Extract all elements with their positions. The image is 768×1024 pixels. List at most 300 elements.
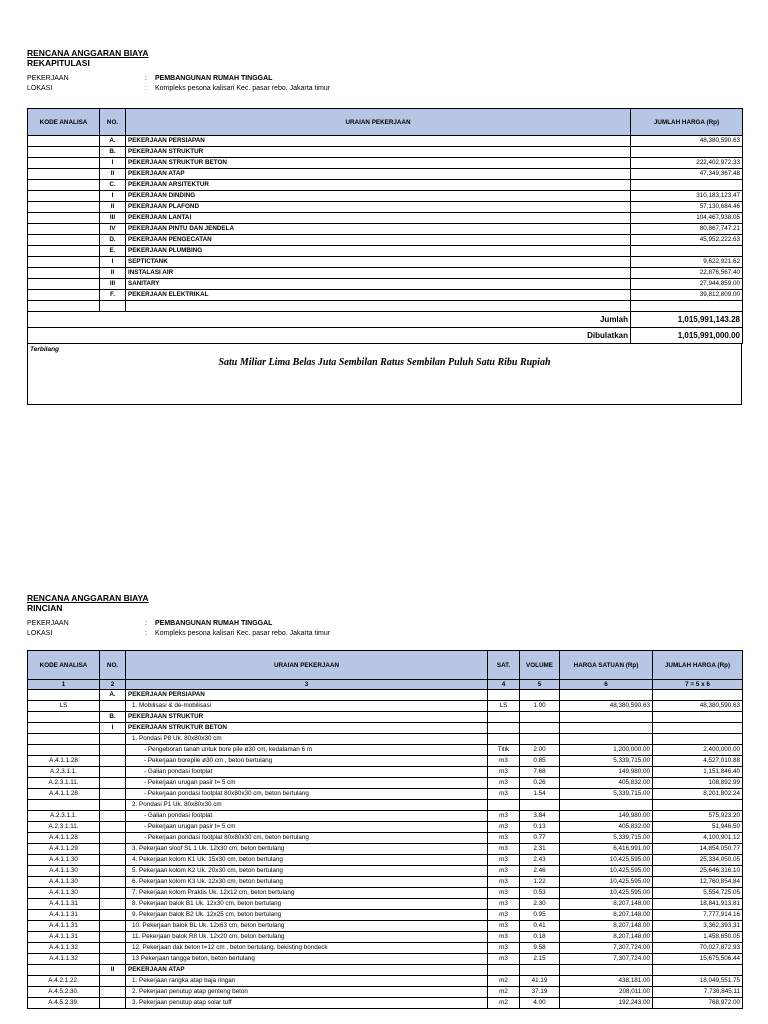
- harga-cell: 5,339,715.00: [560, 833, 653, 844]
- kode-cell: A.4.1.1.29: [28, 844, 100, 855]
- amount-cell: 48,380,590.63: [631, 136, 743, 147]
- kode-cell: [28, 191, 100, 202]
- kode-cell: A.4.1.1.31: [28, 899, 100, 910]
- desc-cell: PEKERJAAN STRUKTUR BETON: [126, 158, 631, 169]
- kode-cell: [28, 169, 100, 180]
- kode-cell: [28, 224, 100, 235]
- volume-cell: 1.54: [520, 789, 560, 800]
- jumlah-cell: 12,760,854.84: [653, 877, 743, 888]
- no-cell: [100, 767, 126, 778]
- desc-cell: 1. Mobilisasi & de-mobilisasi: [126, 701, 488, 712]
- sat-cell: m3: [488, 921, 520, 932]
- kode-cell: [28, 745, 100, 756]
- volume-cell: 2.43: [520, 855, 560, 866]
- amount-cell: 80,867,747.21: [631, 224, 743, 235]
- amount-cell: 57,130,684.46: [631, 202, 743, 213]
- no-cell: II: [100, 268, 126, 279]
- lokasi-value: Kompleks pesona kalisari Kec. pasar rebo. Jakarta timur: [155, 630, 331, 637]
- amount-cell: 104,467,938.05: [631, 213, 743, 224]
- item-row: [28, 987, 743, 998]
- jumlah-cell: [653, 800, 743, 811]
- no-cell: E.: [100, 246, 126, 257]
- recap-row: [28, 158, 743, 169]
- no-cell: A.: [100, 690, 126, 701]
- sat-cell: m3: [488, 855, 520, 866]
- harga-cell: [560, 690, 653, 701]
- kode-cell: [28, 712, 100, 723]
- jumlah-cell: 25,334,050.05: [653, 855, 743, 866]
- desc-cell: SEPTICTANK: [126, 257, 631, 268]
- harga-cell: 10,425,595.00: [560, 877, 653, 888]
- volume-cell: 7.68: [520, 767, 560, 778]
- volume-cell: 4.00: [520, 998, 560, 1009]
- recap-row: [28, 169, 743, 180]
- recap-spacer-row: [28, 301, 743, 312]
- kode-cell: [28, 690, 100, 701]
- harga-cell: [560, 723, 653, 734]
- sat-cell: [488, 800, 520, 811]
- terbilang-text: Satu Miliar Lima Belas Juta Sembilan Ratus Sembilan Puluh Satu Ribu Rupiah: [218, 357, 551, 368]
- section-row: [28, 712, 743, 723]
- recap-row: [28, 202, 743, 213]
- col-kode: KODE ANALISA: [28, 651, 100, 680]
- volume-cell: 0.95: [520, 910, 560, 921]
- no-cell: [100, 921, 126, 932]
- desc-cell: PEKERJAAN PENGECATAN: [126, 235, 631, 246]
- harga-cell: 5,339,715.00: [560, 789, 653, 800]
- no-cell: [100, 855, 126, 866]
- amount-cell: 9,622,921.62: [631, 257, 743, 268]
- jumlah-cell: [653, 712, 743, 723]
- kode-cell: [28, 965, 100, 976]
- item-row: [28, 910, 743, 921]
- amount-cell: 22,876,567.40: [631, 268, 743, 279]
- detail-lokasi-line: LOKASI : Kompleks pesona kalisari Kec. pasar rebo. Jakarta timur: [27, 630, 331, 637]
- col-no: NO.: [100, 109, 126, 136]
- no-cell: [100, 976, 126, 987]
- jumlah-cell: 25,646,316.10: [653, 866, 743, 877]
- desc-cell: PEKERJAAN STRUKTUR: [126, 147, 631, 158]
- desc-cell: PEKERJAAN LANTAI: [126, 213, 631, 224]
- detail-header: [27, 593, 742, 639]
- jumlah-cell: 3,362,393.31: [653, 921, 743, 932]
- item-row: [28, 976, 743, 987]
- kode-cell: [28, 180, 100, 191]
- desc-cell: 8. Pekerjaan balok B1 Uk. 12x30 cm, beton bertulang: [126, 899, 488, 910]
- recap-row: [28, 147, 743, 158]
- sat-cell: m3: [488, 811, 520, 822]
- no-cell: [100, 789, 126, 800]
- no-cell: I: [100, 158, 126, 169]
- sat-cell: [488, 712, 520, 723]
- no-cell: III: [100, 213, 126, 224]
- harga-cell: 10,425,595.00: [560, 888, 653, 899]
- amount-cell: 47,349,367.48: [631, 169, 743, 180]
- jumlah-cell: 7,777,914.16: [653, 910, 743, 921]
- desc-cell: - Pekerjaan pondasi footplat 80x80x30 cm, beton bertulang: [126, 833, 488, 844]
- no-cell: II: [100, 965, 126, 976]
- detail-table-wrap: [27, 650, 742, 1009]
- kode-cell: [28, 246, 100, 257]
- volume-cell: 37.19: [520, 987, 560, 998]
- desc-cell: PEKERJAAN DINDING: [126, 191, 631, 202]
- recap-row: [28, 213, 743, 224]
- jumlah-value: 1,015,991,143.28: [631, 312, 743, 328]
- sat-cell: [488, 690, 520, 701]
- kode-cell: [28, 202, 100, 213]
- recap-row: [28, 268, 743, 279]
- kode-cell: A.4.5.2.30.: [28, 987, 100, 998]
- jumlah-cell: 1,151,846.40: [653, 767, 743, 778]
- desc-cell: 1. Pekerjaan rangka atap baja ringan: [126, 976, 488, 987]
- desc-cell: 7. Pekerjaan kolom Praktis Uk. 12x12 cm, beton bertulang: [126, 888, 488, 899]
- harga-cell: 149,980.00: [560, 767, 653, 778]
- kode-cell: LS: [28, 701, 100, 712]
- volume-cell: 0.41: [520, 921, 560, 932]
- jumlah-cell: 2,400,000.00: [653, 745, 743, 756]
- section-row: [28, 965, 743, 976]
- pekerjaan-label: PEKERJAAN: [27, 75, 69, 82]
- item-row: [28, 833, 743, 844]
- volume-cell: 2.30: [520, 899, 560, 910]
- no-cell: [100, 910, 126, 921]
- desc-cell: 2. Pondasi P1 Uk. 80x80x30 cm: [126, 800, 488, 811]
- amount-cell: [631, 246, 743, 257]
- harga-cell: [560, 800, 653, 811]
- detail-title: RENCANA ANGGARAN BIAYA: [27, 593, 149, 603]
- dibulatkan-label: Dibulatkan: [28, 328, 631, 344]
- kode-cell: A.4.1.1.30: [28, 855, 100, 866]
- no-cell: II: [100, 202, 126, 213]
- sat-cell: m3: [488, 844, 520, 855]
- harga-cell: 48,380,590.63: [560, 701, 653, 712]
- desc-cell: - Pekerjaan pondasi footplat 80x80x30 cm, beton bertulang: [126, 789, 488, 800]
- desc-cell: PEKERJAAN ATAP: [126, 169, 631, 180]
- volume-cell: 0.77: [520, 833, 560, 844]
- no-cell: C.: [100, 180, 126, 191]
- volume-cell: 1.00: [520, 701, 560, 712]
- desc-cell: - Pekerjaan borepile ø30 cm , beton bertulang: [126, 756, 488, 767]
- amount-cell: [631, 147, 743, 158]
- jumlah-cell: 18,049,551.75: [653, 976, 743, 987]
- kode-cell: A.4.1.1.30: [28, 888, 100, 899]
- detail-subtitle: RINCIAN: [27, 603, 63, 613]
- desc-cell: 9. Pekerjaan balok B2 Uk. 12x25 cm, beton bertulang: [126, 910, 488, 921]
- col-kode: KODE ANALISA: [28, 109, 100, 136]
- recap-table-wrap: [27, 108, 742, 405]
- jumlah-cell: 8,201,802.24: [653, 789, 743, 800]
- kode-cell: [28, 136, 100, 147]
- desc-cell: PEKERJAAN PERSIAPAN: [126, 690, 488, 701]
- desc-cell: PEKERJAAN ELEKTRIKAL: [126, 290, 631, 301]
- desc-cell: 11. Pekerjaan balok R8 Uk. 12x20 cm, beton bertulang: [126, 932, 488, 943]
- item-row: [28, 811, 743, 822]
- harga-cell: 438,181.00: [560, 976, 653, 987]
- kode-cell: [28, 290, 100, 301]
- desc-cell: SANITARY: [126, 279, 631, 290]
- lokasi-label: LOKASI: [27, 630, 53, 637]
- no-cell: [100, 833, 126, 844]
- harga-cell: [560, 712, 653, 723]
- no-cell: [100, 701, 126, 712]
- kode-cell: A.4.1.1.30: [28, 866, 100, 877]
- dibulatkan-row: [28, 328, 743, 344]
- recap-row: [28, 224, 743, 235]
- volume-cell: 0.26: [520, 778, 560, 789]
- no-cell: [100, 756, 126, 767]
- harga-cell: 149,980.00: [560, 811, 653, 822]
- desc-cell: 2. Pekerjaan penutup atap genteng beton: [126, 987, 488, 998]
- no-cell: I: [100, 257, 126, 268]
- desc-cell: 3. Pekerjaan penutup atap solar tuff: [126, 998, 488, 1009]
- col-jumlah: JUMLAH HARGA (Rp): [631, 109, 743, 136]
- sat-cell: m3: [488, 833, 520, 844]
- detail-table: [27, 650, 743, 1009]
- no-cell: A.: [100, 136, 126, 147]
- amount-cell: 310,183,123.47: [631, 191, 743, 202]
- sat-cell: m3: [488, 778, 520, 789]
- no-cell: [100, 877, 126, 888]
- pekerjaan-value: PEMBANGUNAN RUMAH TINGGAL: [155, 75, 273, 82]
- kode-cell: A.4.5.2.39.: [28, 998, 100, 1009]
- col-no: NO.: [100, 651, 126, 680]
- recap-row: [28, 257, 743, 268]
- sat-cell: m3: [488, 822, 520, 833]
- desc-cell: - Pekerjaan urugan pasir t= 5 cm: [126, 778, 488, 789]
- desc-cell: PEKERJAAN STRUKTUR: [126, 712, 488, 723]
- pekerjaan-label: PEKERJAAN: [27, 620, 69, 627]
- amount-cell: 27,944,859.00: [631, 279, 743, 290]
- recap-header-row: [28, 109, 743, 136]
- no-cell: [100, 943, 126, 954]
- desc-cell: 12. Pekerjaan dak beton t=12 cm , beton bertulang, bekisting bondeck: [126, 943, 488, 954]
- desc-cell: PEKERJAAN PLUMBING: [126, 246, 631, 257]
- no-cell: B.: [100, 147, 126, 158]
- jumlah-cell: 4,100,901.12: [653, 833, 743, 844]
- jumlah-cell: 1,458,650.05: [653, 932, 743, 943]
- harga-cell: 208,011.00: [560, 987, 653, 998]
- no-cell: B.: [100, 712, 126, 723]
- jumlah-label: Jumlah: [28, 312, 631, 328]
- item-row: [28, 844, 743, 855]
- sat-cell: m3: [488, 866, 520, 877]
- item-row: [28, 756, 743, 767]
- no-cell: II: [100, 169, 126, 180]
- harga-cell: 8,207,148.00: [560, 910, 653, 921]
- harga-cell: 405,832.00: [560, 778, 653, 789]
- volume-cell: [520, 723, 560, 734]
- jumlah-cell: 7,736,845.11: [653, 987, 743, 998]
- jumlah-cell: 5,554,725.05: [653, 888, 743, 899]
- sat-cell: m2: [488, 987, 520, 998]
- col-uraian: URAIAN PEKERJAAN: [126, 651, 488, 680]
- recap-header: [27, 48, 742, 94]
- volume-cell: [520, 734, 560, 745]
- sat-cell: m3: [488, 954, 520, 965]
- jumlah-cell: [653, 965, 743, 976]
- sat-cell: [488, 723, 520, 734]
- sat-cell: m2: [488, 998, 520, 1009]
- item-row: [28, 954, 743, 965]
- col-volume: VOLUME: [520, 651, 560, 680]
- kode-cell: [28, 257, 100, 268]
- kode-cell: [28, 723, 100, 734]
- section-row: [28, 690, 743, 701]
- harga-cell: [560, 965, 653, 976]
- recap-table: [27, 108, 743, 344]
- no-cell: D.: [100, 235, 126, 246]
- harga-cell: 192,243.00: [560, 998, 653, 1009]
- detail-pekerjaan-line: PEKERJAAN : PEMBANGUNAN RUMAH TINGGAL: [27, 620, 273, 627]
- recap-row: [28, 290, 743, 301]
- item-row: [28, 921, 743, 932]
- detail-header-row: [28, 651, 743, 680]
- harga-cell: [560, 734, 653, 745]
- item-row: [28, 877, 743, 888]
- volume-cell: 2.15: [520, 954, 560, 965]
- kode-cell: [28, 268, 100, 279]
- item-row: [28, 734, 743, 745]
- item-row: [28, 822, 743, 833]
- kode-cell: A.2.3.1.11.: [28, 778, 100, 789]
- terbilang-label: Terbilang: [30, 346, 60, 353]
- recap-lokasi-line: LOKASI : Kompleks pesona kalisari Kec. pasar rebo. Jakarta timur: [27, 85, 331, 92]
- harga-cell: 10,425,595.00: [560, 866, 653, 877]
- recap-subtitle: REKAPITULASI: [27, 58, 90, 68]
- kode-cell: [28, 279, 100, 290]
- kode-cell: [28, 235, 100, 246]
- sat-cell: m2: [488, 976, 520, 987]
- jumlah-cell: 51,946.50: [653, 822, 743, 833]
- desc-cell: 3. Pekerjaan sloof SL 1 Uk. 12x30 cm, beton bertulang: [126, 844, 488, 855]
- sat-cell: [488, 734, 520, 745]
- section-row: [28, 723, 743, 734]
- sat-cell: Titik: [488, 745, 520, 756]
- volume-cell: 0.13: [520, 822, 560, 833]
- desc-cell: 10. Pekerjaan balok BL Uk. 12x63 cm, beton bertulang: [126, 921, 488, 932]
- dibulatkan-value: 1,015,991,000.00: [631, 328, 743, 344]
- amount-cell: 45,952,222.63: [631, 235, 743, 246]
- item-row: [28, 767, 743, 778]
- item-row: [28, 855, 743, 866]
- no-cell: [100, 932, 126, 943]
- desc-cell: PEKERJAAN PINTU DAN JENDELA: [126, 224, 631, 235]
- no-cell: [100, 822, 126, 833]
- sat-cell: m3: [488, 877, 520, 888]
- volume-cell: [520, 690, 560, 701]
- no-cell: [100, 899, 126, 910]
- amount-cell: 39,812,809.00: [631, 290, 743, 301]
- sat-cell: m3: [488, 943, 520, 954]
- terbilang-box: [27, 344, 742, 405]
- sat-cell: m3: [488, 888, 520, 899]
- no-cell: [100, 811, 126, 822]
- recap-row: [28, 180, 743, 191]
- col-sat: SAT.: [488, 651, 520, 680]
- kode-cell: A.2.3.1.1.: [28, 767, 100, 778]
- jumlah-cell: 575,923.20: [653, 811, 743, 822]
- lokasi-label: LOKASI: [27, 85, 53, 92]
- item-row: [28, 998, 743, 1009]
- volume-cell: [520, 712, 560, 723]
- item-row: [28, 800, 743, 811]
- desc-cell: 6. Pekerjaan kolom K3 Uk. 12x30 cm, beton bertulang: [126, 877, 488, 888]
- kode-cell: A.4.1.1.32: [28, 954, 100, 965]
- desc-cell: - Pengeboran tanah untuk bore pile ø30 cm, kedalaman 6 m: [126, 745, 488, 756]
- no-cell: [100, 778, 126, 789]
- desc-cell: PEKERJAAN ARSITEKTUR: [126, 180, 631, 191]
- jumlah-cell: [653, 723, 743, 734]
- column-number-row: 1 2 3 4 5 6 7 = 5 x 6: [28, 680, 743, 690]
- recap-pekerjaan-line: PEKERJAAN : PEMBANGUNAN RUMAH TINGGAL: [27, 75, 273, 82]
- lokasi-value: Kompleks pesona kalisari Kec. pasar rebo. Jakarta timur: [155, 85, 331, 92]
- item-row: [28, 943, 743, 954]
- harga-cell: 7,307,724.00: [560, 943, 653, 954]
- kode-cell: [28, 213, 100, 224]
- kode-cell: [28, 158, 100, 169]
- desc-cell: 13 Pekerjaan tangga beton, beton bertulang: [126, 954, 488, 965]
- jumlah-cell: [653, 734, 743, 745]
- sat-cell: m3: [488, 899, 520, 910]
- kode-cell: [28, 734, 100, 745]
- kode-cell: [28, 147, 100, 158]
- pekerjaan-value: PEMBANGUNAN RUMAH TINGGAL: [155, 620, 273, 627]
- kode-cell: A.4.1.1.30: [28, 877, 100, 888]
- no-cell: I: [100, 723, 126, 734]
- recap-row: [28, 191, 743, 202]
- recap-row: [28, 279, 743, 290]
- volume-cell: 2.31: [520, 844, 560, 855]
- item-row: [28, 778, 743, 789]
- jumlah-cell: 768,972.00: [653, 998, 743, 1009]
- col-jumlah: JUMLAH HARGA (Rp): [653, 651, 743, 680]
- kode-cell: [28, 800, 100, 811]
- sat-cell: LS: [488, 701, 520, 712]
- no-cell: [100, 998, 126, 1009]
- no-cell: [100, 954, 126, 965]
- sat-cell: m3: [488, 910, 520, 921]
- item-row: [28, 932, 743, 943]
- no-cell: [100, 866, 126, 877]
- no-cell: III: [100, 279, 126, 290]
- no-cell: [100, 888, 126, 899]
- volume-cell: 9.58: [520, 943, 560, 954]
- desc-cell: PEKERJAAN ATAP: [126, 965, 488, 976]
- item-row: [28, 701, 743, 712]
- harga-cell: 8,207,148.00: [560, 899, 653, 910]
- harga-cell: 7,307,724.00: [560, 954, 653, 965]
- recap-title: RENCANA ANGGARAN BIAYA: [27, 48, 149, 58]
- volume-cell: 2.46: [520, 866, 560, 877]
- desc-cell: 4. Pekerjaan kolom K1 Uk. 15x30 cm, beton bertulang: [126, 855, 488, 866]
- volume-cell: 1.22: [520, 877, 560, 888]
- kode-cell: A.4.1.1.31: [28, 910, 100, 921]
- desc-cell: 5. Pekerjaan kolom K2 Uk. 20x30 cm, beton bertulang: [126, 866, 488, 877]
- harga-cell: 6,416,991.00: [560, 844, 653, 855]
- no-cell: [100, 844, 126, 855]
- no-cell: I: [100, 191, 126, 202]
- no-cell: F.: [100, 290, 126, 301]
- kode-cell: A.4.1.1.28: [28, 756, 100, 767]
- no-cell: [100, 987, 126, 998]
- volume-cell: [520, 800, 560, 811]
- volume-cell: 2.00: [520, 745, 560, 756]
- volume-cell: 3.84: [520, 811, 560, 822]
- desc-cell: - Galian pondasi footplat: [126, 811, 488, 822]
- kode-cell: A.4.1.1.31: [28, 921, 100, 932]
- kode-cell: A.4.1.1.28: [28, 833, 100, 844]
- no-cell: [100, 745, 126, 756]
